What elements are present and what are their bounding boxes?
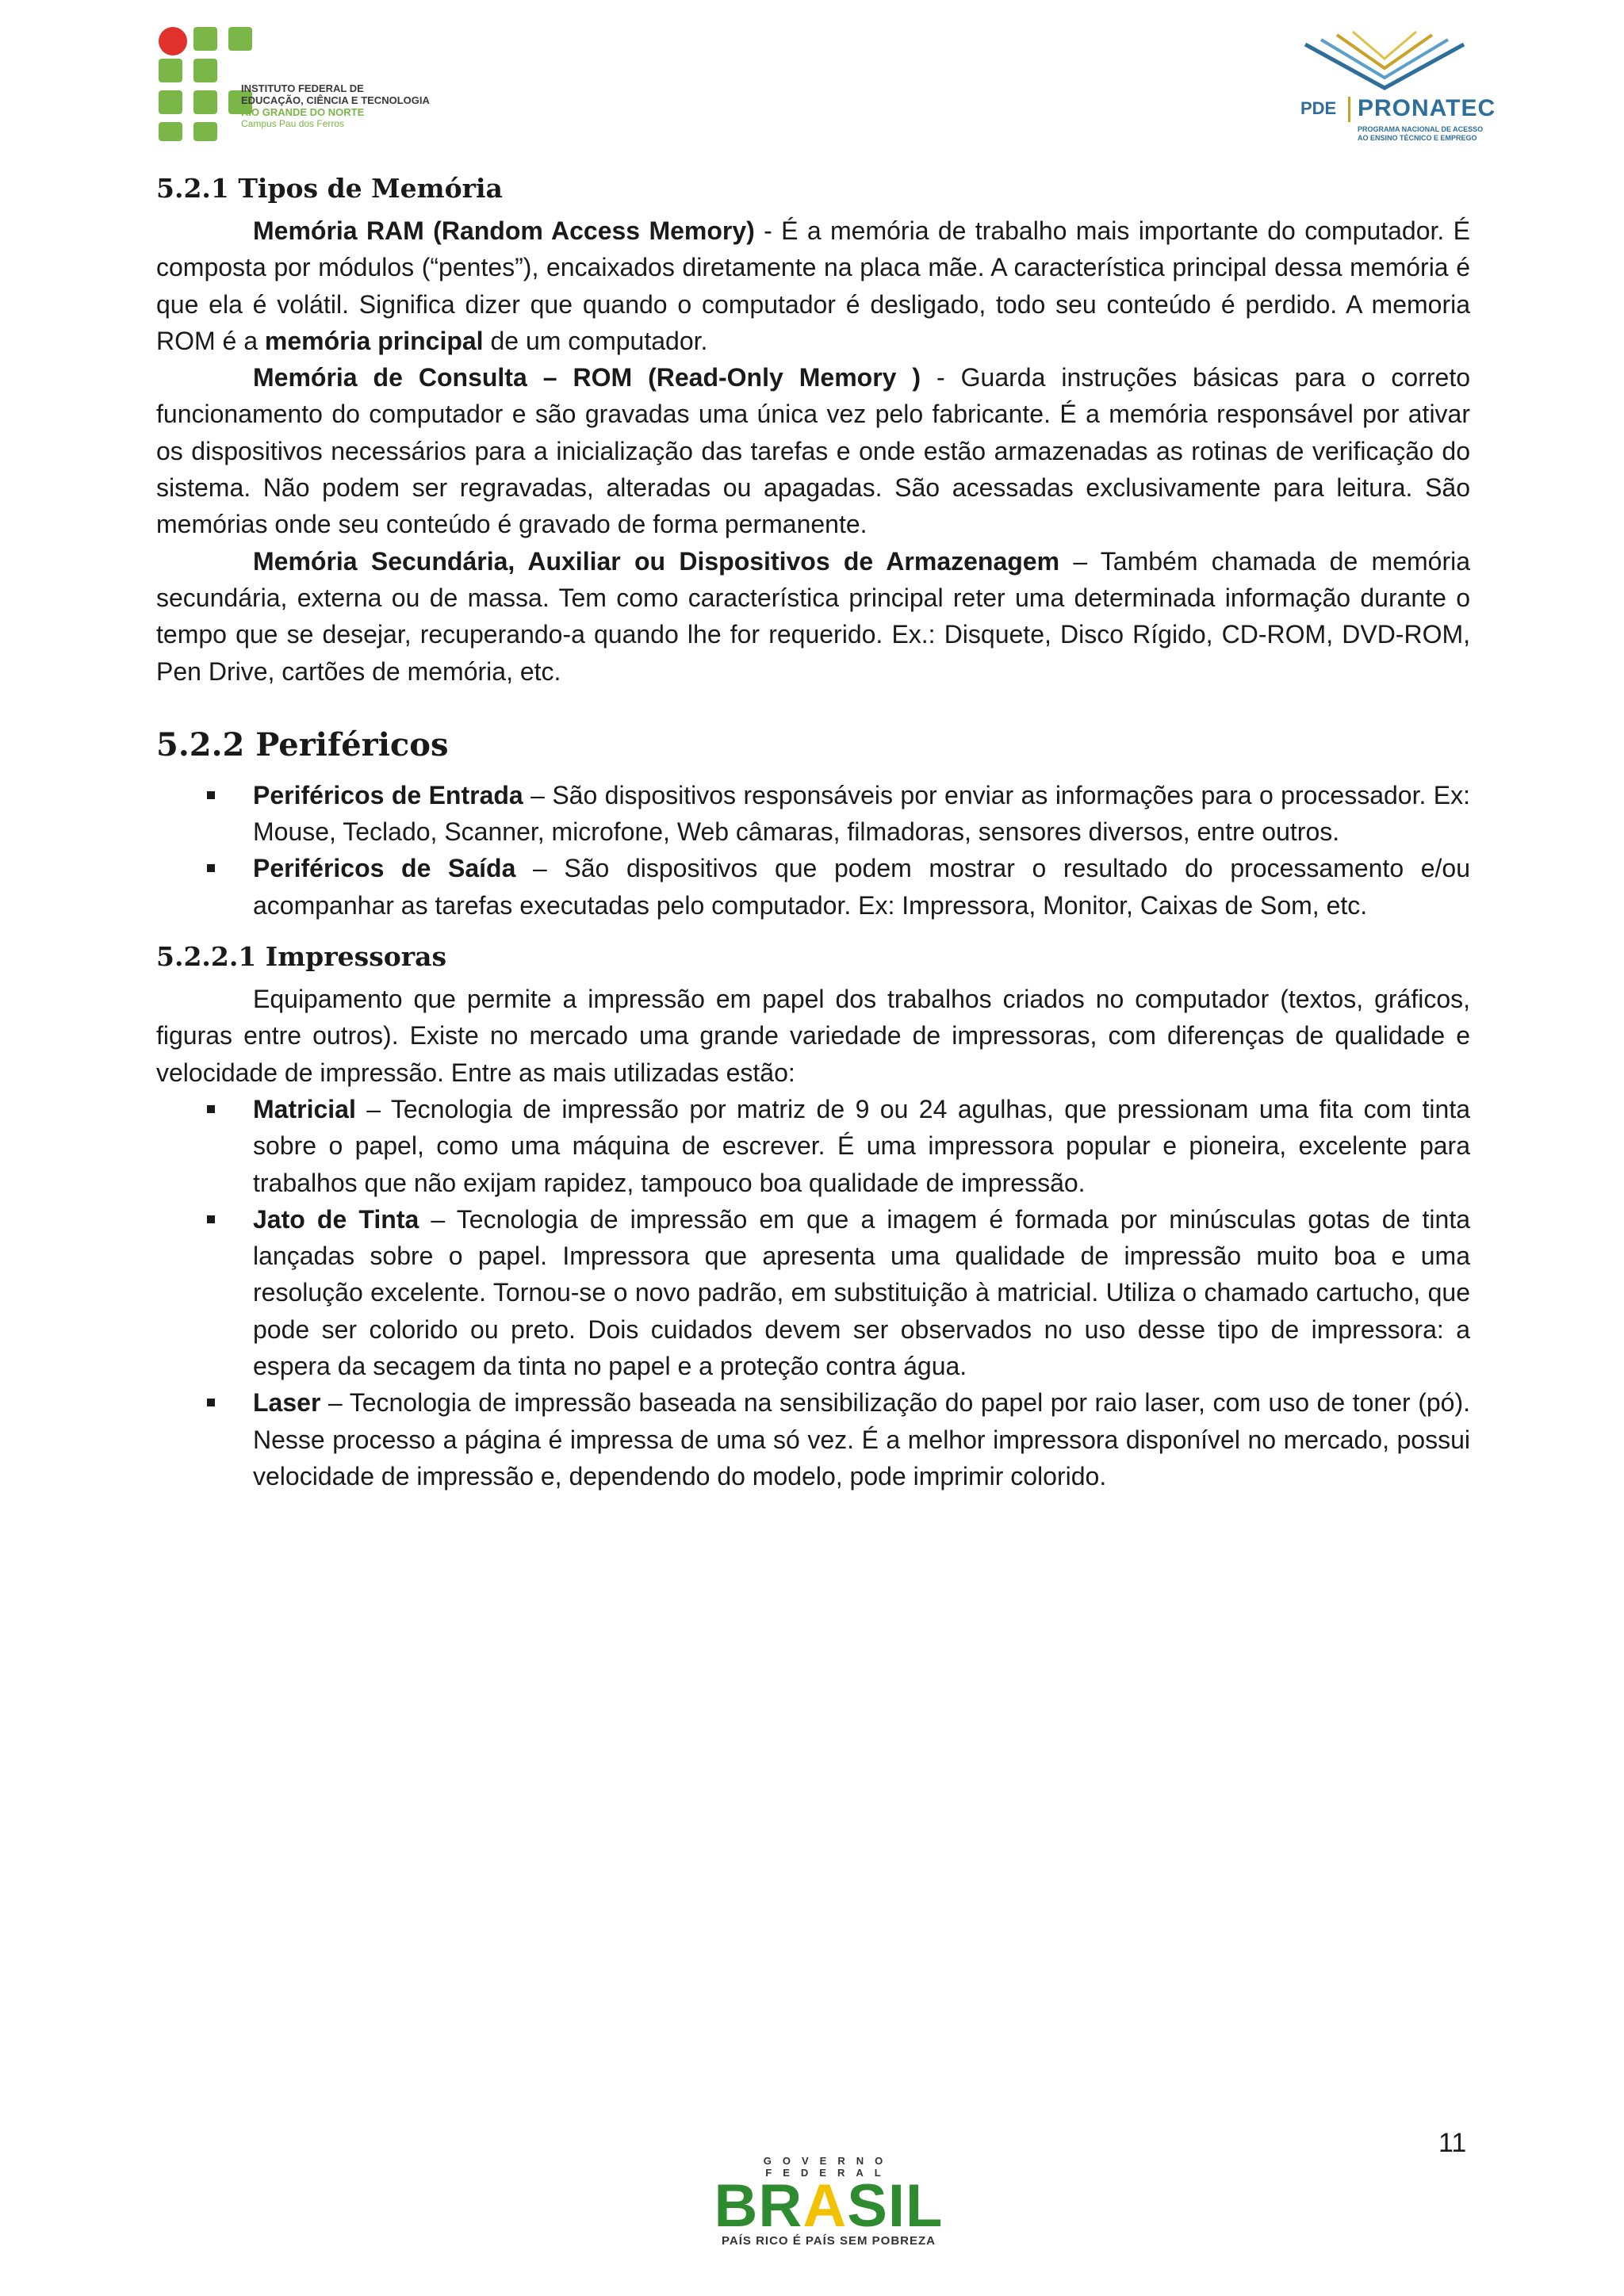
heading-perifericos: 5.2.2 Periféricos	[156, 725, 449, 763]
document-body	[156, 165, 1470, 1494]
governo-federal-logo: GOVERNO FEDERAL BRASIL PAÍS RICO É PAÍS SEM POBREZA	[698, 2155, 959, 2242]
paragraph-ram: Memória RAM (Random Access Memory) - É a memória de trabalho mais importante do computador. É composta por módulos (“pentes”), encaixados diretamente na placa mãe. A característica principal dessa memória é que ela é volátil. Significa dizer que quando o computador é desligado, todo seu conteúdo é perdido. A memoria ROM é a memória principal de um computador.	[156, 216, 1471, 355]
ifrn-logo-text: INSTITUTO FEDERAL DE EDUCAÇÃO, CIÊNCIA E TECNOLOGIA RIO GRANDE DO NORTE Campus Pau dos Ferros	[241, 82, 430, 129]
ifrn-logo	[159, 27, 444, 146]
perifericos-list	[156, 777, 1470, 924]
heading-tipos-de-memoria: 5.2.1 Tipos de Memória	[156, 173, 503, 204]
page-number: 11	[1438, 2128, 1467, 2158]
list-item: Periféricos de Entrada – São dispositivos responsáveis por enviar as informações para o processador. Ex: Mouse, Teclado, Scanner, microfone, Web câmaras, filmadoras, sensores diversos, entre outros.	[156, 777, 1470, 851]
pronatec-book-icon	[1297, 29, 1488, 92]
pronatec-divider	[1348, 97, 1350, 122]
bullet-icon	[207, 864, 215, 872]
bullet-icon	[207, 791, 215, 799]
list-item: Matricial – Tecnologia de impressão por matriz de 9 ou 24 agulhas, que pressionam uma fita com tinta sobre o papel, como uma máquina de escrever. É uma impressora popular e pioneira, excelente para trabalhos que não exijam rapidez, tampouco boa qualidade de impressão.	[156, 1091, 1470, 1201]
list-item: Laser – Tecnologia de impressão baseada na sensibilização do papel por raio laser, com uso de toner (pó). Nesse processo a página é impressa de uma só vez. É a melhor impressora disponível no mercado, possui velocidade de impressão e, dependendo do modelo, pode imprimir colorido.	[156, 1384, 1470, 1494]
heading-impressoras: 5.2.2.1 Impressoras	[156, 941, 447, 973]
bullet-icon	[207, 1105, 215, 1113]
impressoras-list	[156, 1091, 1470, 1494]
pronatec-logo: PDE PRONATEC PROGRAMA NACIONAL DE ACESSO AO ENSINO TÉCNICO E EMPREGO	[1297, 29, 1488, 147]
list-item: Jato de Tinta – Tecnologia de impressão em que a imagem é formada por minúsculas gotas de tinta lançadas sobre o papel. Impressora que apresenta uma qualidade de impressão muito boa e uma resolução excelente. Tornou-se o novo padrão, em substituição à matricial. Utiliza o chamado cartucho, que pode ser colorido ou preto. Dois cuidados devem ser observados no uso desse tipo de impressora: a espera da secagem da tinta no papel e a proteção contra água.	[156, 1201, 1470, 1384]
bullet-icon	[207, 1215, 215, 1223]
paragraph-secundaria: Memória Secundária, Auxiliar ou Dispositivos de Armazenagem – Também chamada de memória secundária, externa ou de massa. Tem como característica principal reter uma determinada informação durante o tempo que se desejar, recuperando-a quando lhe for requerido. Ex.: Disquete, Disco Rígido, CD-ROM, DVD-ROM, Pen Drive, cartões de memória, etc.	[156, 546, 1470, 686]
paragraph-impressoras-intro: Equipamento que permite a impressão em papel dos trabalhos criados no computador (textos, gráficos, figuras entre outros). Existe no mercado uma grande variedade de impressoras, com diferenças de qualidade e velocidade de impressão. Entre as mais utilizadas estão:	[156, 985, 1470, 1087]
bullet-icon	[207, 1399, 215, 1406]
paragraph-rom: Memória de Consulta – ROM (Read-Only Memory ) - Guarda instruções básicas para o correto funcionamento do computador e são gravadas uma única vez pelo fabricante. É a memória responsável por ativar os dispositivos necessários para a inicialização das tarefas e onde estão armazenadas as rotinas de verificação do sistema. Não podem ser regravadas, alteradas ou apagadas. São acessadas exclusivamente para leitura. São memórias onde seu conteúdo é gravado de forma permanente.	[156, 363, 1471, 539]
list-item: Periféricos de Saída – São dispositivos que podem mostrar o resultado do processamento e/ou acompanhar as tarefas executadas pelo computador. Ex: Impressora, Monitor, Caixas de Som, etc.	[156, 850, 1470, 924]
brasil-wordmark: BRASIL	[714, 2172, 944, 2240]
